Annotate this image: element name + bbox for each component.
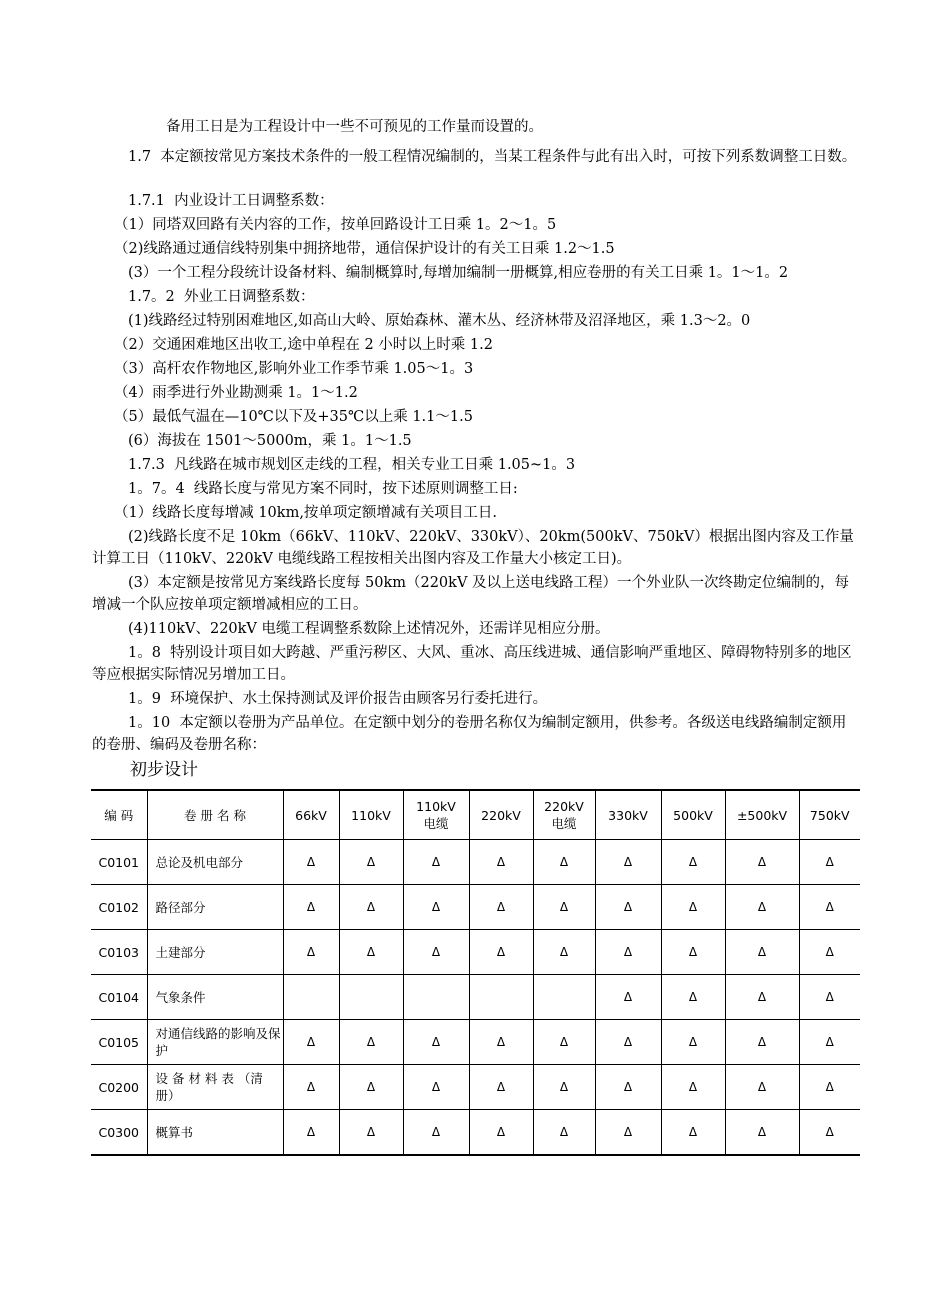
applicability-mark: Δ [595, 885, 661, 930]
applicability-mark: Δ [799, 885, 860, 930]
applicability-mark: Δ [533, 1110, 595, 1156]
volume-code: C0104 [91, 975, 147, 1020]
paragraph-1-7-2-item1: (1)线路经过特别困难地区,如高山大岭、原始森林、灌木丛、经济林带及沼泽地区，乘 1.3～2。0 [128, 313, 751, 329]
applicability-mark: Δ [533, 840, 595, 885]
applicability-mark: Δ [725, 1065, 799, 1110]
paragraph-1-7-2-item5: （5）最低气温在—10℃以下及+35℃以上乘 1.1～1.5 [114, 409, 473, 425]
applicability-mark: Δ [595, 840, 661, 885]
paragraph-1-7-2-item2: （2）交通困难地区出收工,途中单程在 2 小时以上时乘 1.2 [114, 337, 493, 353]
applicability-mark: Δ [799, 1020, 860, 1065]
applicability-mark: Δ [725, 840, 799, 885]
applicability-mark: Δ [533, 885, 595, 930]
applicability-mark: Δ [661, 930, 725, 975]
applicability-mark: Δ [469, 840, 533, 885]
table-header-cell: 110kV 电缆 [403, 790, 469, 840]
applicability-mark: Δ [799, 975, 860, 1020]
volume-name: 设 备 材 料 表 （清册） [147, 1065, 283, 1110]
table-header-cell: 750kV [799, 790, 860, 840]
applicability-mark: Δ [661, 840, 725, 885]
volume-name: 土建部分 [147, 930, 283, 975]
volume-name: 对通信线路的影响及保护 [147, 1020, 283, 1065]
paragraph-1-8: 1。8 特别设计项目如大跨越、严重污秽区、大风、重冰、高压线进城、通信影响严重地区、障碍物特别多的地区等应根据实际情况另增加工日。 [92, 645, 852, 683]
applicability-mark: Δ [339, 930, 403, 975]
paragraph-1-7: 1.7 本定额按常见方案技术条件的一般工程情况编制的，当某工程条件与此有出入时，可按下列系数调整工日数。 [128, 149, 857, 165]
volume-code: C0300 [91, 1110, 147, 1156]
table-header-cell: 330kV [595, 790, 661, 840]
applicability-mark: Δ [469, 930, 533, 975]
applicability-mark: Δ [661, 885, 725, 930]
applicability-mark: Δ [339, 1065, 403, 1110]
table-row [91, 1020, 860, 1065]
applicability-mark: Δ [595, 1020, 661, 1065]
applicability-mark: Δ [595, 930, 661, 975]
paragraph-1-7-4-item4: (4)110kV、220kV 电缆工程调整系数除上述情况外，还需详见相应分册。 [128, 621, 610, 637]
applicability-mark: Δ [283, 885, 339, 930]
paragraph-1-9: 1。9 环境保护、水土保持测试及评价报告由顾客另行委托进行。 [128, 691, 548, 707]
volume-code: C0101 [91, 840, 147, 885]
applicability-mark: Δ [283, 930, 339, 975]
table-header-cell: 220kV [469, 790, 533, 840]
applicability-mark: Δ [339, 885, 403, 930]
table-header-cell: 110kV [339, 790, 403, 840]
paragraph-1-7-1: 1.7.1 内业设计工日调整系数： [128, 193, 334, 209]
paragraph-spare-days: 备用工日是为工程设计中一些不可预见的工作量而设置的。 [166, 119, 543, 135]
applicability-mark: Δ [283, 1020, 339, 1065]
applicability-mark: Δ [533, 930, 595, 975]
paragraph-1-7-4-item3: (3）本定额是按常见方案线路长度每 50km（220kV 及以上送电线路工程）一个外业队一次终勘定位编制的，每增减一个队应按单项定额增减相应的工日。 [92, 575, 850, 613]
section-title: 初步设计 [130, 760, 198, 780]
applicability-mark [403, 975, 469, 1020]
applicability-mark: Δ [339, 1020, 403, 1065]
paragraph-1-7-2-item3: （3）高杆农作物地区,影响外业工作季节乘 1.05～1。3 [114, 361, 474, 377]
table-header-row [91, 790, 860, 840]
applicability-mark: Δ [725, 930, 799, 975]
applicability-mark: Δ [403, 930, 469, 975]
volume-code: C0102 [91, 885, 147, 930]
table-row [91, 885, 860, 930]
applicability-mark [339, 975, 403, 1020]
table-row [91, 840, 860, 885]
applicability-mark: Δ [469, 1110, 533, 1156]
table-header-cell: 66kV [283, 790, 339, 840]
applicability-mark: Δ [661, 1020, 725, 1065]
applicability-mark: Δ [283, 1110, 339, 1156]
table-row [91, 1110, 860, 1156]
volume-code: C0200 [91, 1065, 147, 1110]
applicability-mark [283, 975, 339, 1020]
applicability-mark: Δ [725, 885, 799, 930]
applicability-mark: Δ [725, 1020, 799, 1065]
volume-name: 路径部分 [147, 885, 283, 930]
table-header-cell: 编 码 [91, 790, 147, 840]
paragraph-1-7-4-item2: (2)线路长度不足 10km（66kV、110kV、220kV、330kV）、20km(500kV、750kV）根据出图内容及工作量计算工日（110kV、220kV 电缆线路工程按相关出图内容及工作量大小核定工日)。 [92, 529, 854, 567]
applicability-mark: Δ [403, 1110, 469, 1156]
applicability-mark: Δ [595, 1110, 661, 1156]
table-header-cell: 500kV [661, 790, 725, 840]
applicability-mark: Δ [403, 1020, 469, 1065]
volume-name: 气象条件 [147, 975, 283, 1020]
applicability-mark: Δ [403, 840, 469, 885]
applicability-mark: Δ [661, 1110, 725, 1156]
applicability-mark: Δ [725, 975, 799, 1020]
applicability-mark: Δ [403, 1065, 469, 1110]
applicability-mark: Δ [283, 1065, 339, 1110]
applicability-mark: Δ [403, 885, 469, 930]
applicability-mark: Δ [283, 840, 339, 885]
paragraph-1-10: 1。10 本定额以卷册为产品单位。在定额中划分的卷册名称仅为编制定额用，供参考。各级送电线路编制定额用的卷册、编码及卷册名称： [92, 715, 847, 753]
table-header-cell: 220kV 电缆 [533, 790, 595, 840]
applicability-mark: Δ [661, 975, 725, 1020]
applicability-mark: Δ [661, 1065, 725, 1110]
applicability-mark: Δ [339, 1110, 403, 1156]
applicability-mark [469, 975, 533, 1020]
applicability-mark: Δ [469, 1065, 533, 1110]
paragraph-1-7-1-item2: （2)线路通过通信线特别集中拥挤地带，通信保护设计的有关工日乘 1.2～1.5 [114, 241, 615, 257]
applicability-mark: Δ [595, 975, 661, 1020]
table-header-cell: ±500kV [725, 790, 799, 840]
applicability-mark: Δ [339, 840, 403, 885]
applicability-mark: Δ [799, 1065, 860, 1110]
volume-code: C0103 [91, 930, 147, 975]
applicability-mark: Δ [799, 1110, 860, 1156]
volume-name: 概算书 [147, 1110, 283, 1156]
paragraph-1-7-2-item6: (6）海拔在 1501～5000m，乘 1。1～1.5 [128, 433, 412, 449]
table-header-cell: 卷 册 名 称 [147, 790, 283, 840]
paragraph-1-7-1-item1: （1）同塔双回路有关内容的工作，按单回路设计工日乘 1。2～1。5 [114, 217, 557, 233]
paragraph-1-7-2: 1.7。2 外业工日调整系数： [128, 289, 315, 305]
paragraph-1-7-3: 1.7.3 凡线路在城市规划区走线的工程，相关专业工日乘 1.05~1。3 [128, 457, 576, 473]
table-row [91, 1065, 860, 1110]
applicability-mark: Δ [799, 930, 860, 975]
applicability-mark: Δ [799, 840, 860, 885]
table-row [91, 975, 860, 1020]
volume-table [91, 789, 860, 1156]
applicability-mark: Δ [595, 1065, 661, 1110]
volume-code: C0105 [91, 1020, 147, 1065]
applicability-mark: Δ [469, 885, 533, 930]
volume-name: 总论及机电部分 [147, 840, 283, 885]
applicability-mark: Δ [533, 1065, 595, 1110]
paragraph-1-7-4: 1。7。4 线路长度与常见方案不同时，按下述原则调整工日: [128, 481, 518, 497]
applicability-mark: Δ [725, 1110, 799, 1156]
applicability-mark: Δ [469, 1020, 533, 1065]
paragraph-1-7-2-item4: （4）雨季进行外业勘测乘 1。1～1.2 [114, 385, 358, 401]
table-row [91, 930, 860, 975]
applicability-mark: Δ [533, 1020, 595, 1065]
applicability-mark [533, 975, 595, 1020]
paragraph-1-7-4-item1: （1）线路长度每增减 10km,按单项定额增减有关项目工日. [114, 505, 498, 521]
paragraph-1-7-1-item3: (3）一个工程分段统计设备材料、编制概算时,每增加编制一册概算,相应卷册的有关工日乘 1。1～1。2 [128, 265, 789, 281]
